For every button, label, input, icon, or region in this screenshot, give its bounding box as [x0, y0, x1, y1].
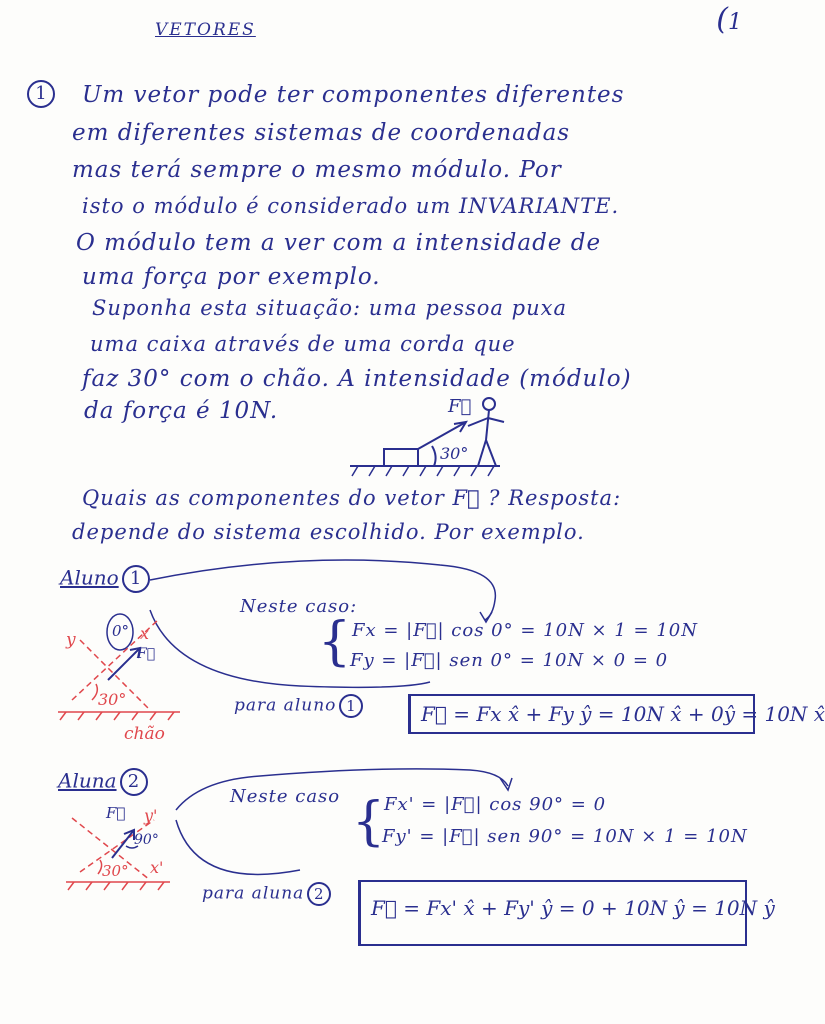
text-line-9: faz 30° com o chão. A intensidade (módulo): [82, 366, 632, 392]
page-title: VETORES: [155, 20, 256, 40]
aluna2-y-axis-label: y': [144, 806, 158, 825]
aluna2-angle-90: 90°: [134, 832, 159, 848]
question-line-1: Quais as componentes do vetor F⃗ ? Resposta:: [82, 486, 622, 510]
aluno1-ground-label: chão: [124, 724, 165, 744]
aluna2-neste-caso: Neste caso: [230, 786, 341, 807]
section-number: 1: [24, 80, 58, 108]
aluno1-force-label: F⃗: [137, 646, 156, 662]
aluna2-eq-fy: Fy' = |F⃗| sen 90° = 10N × 1 = 10N: [382, 826, 748, 847]
aluna2-x-axis-label: x': [150, 858, 164, 877]
aluno1-label: Aluno 1: [60, 565, 153, 593]
text-line-1: Um vetor pode ter componentes diferentes: [82, 82, 625, 108]
figure1-angle-label: 30°: [440, 444, 469, 463]
aluno1-brace: {: [318, 612, 352, 672]
aluno1-eq-fx: Fx = |F⃗| cos 0° = 10N × 1 = 10N: [352, 620, 698, 641]
question-line-2: depende do sistema escolhido. Por exemplo.: [72, 520, 585, 544]
text-line-7: Suponha esta situação: uma pessoa puxa: [92, 296, 567, 320]
text-line-8: uma caixa através de uma corda que: [90, 332, 516, 356]
text-line-5: O módulo tem a ver com a intensidade de: [76, 230, 602, 256]
aluno1-para-label: para aluno 1: [234, 694, 366, 718]
aluna2-force-label: F⃗: [106, 804, 126, 822]
aluno1-result-box: F⃗ = Fx x̂ + Fy ŷ = 10N x̂ + 0ŷ = 10N x̂: [408, 694, 755, 734]
figure1-force-label: F⃗: [448, 396, 472, 417]
text-line-6: uma força por exemplo.: [82, 264, 381, 290]
aluno1-x-axis-label: x: [140, 624, 150, 643]
aluna2-label: Aluna 2: [58, 768, 151, 796]
text-line-2: em diferentes sistemas de coordenadas: [72, 120, 571, 146]
text-line-4: isto o módulo é considerado um INVARIANTE.: [82, 194, 620, 218]
aluno1-angle-top: 0°: [112, 622, 130, 640]
aluno1-y-axis-label: y: [66, 630, 76, 650]
text-line-10: da força é 10N.: [84, 398, 279, 424]
aluna2-eq-fx: Fx' = |F⃗| cos 90° = 0: [384, 794, 607, 815]
aluno1-neste-caso: Neste caso:: [240, 596, 358, 617]
aluna2-angle-30: 30°: [102, 862, 129, 880]
aluna2-para-label: para aluna 2: [202, 882, 334, 906]
aluno1-eq-fy: Fy = |F⃗| sen 0° = 10N × 0 = 0: [350, 650, 669, 671]
aluno1-angle-30: 30°: [98, 690, 127, 709]
text-line-3: mas terá sempre o mesmo módulo. Por: [72, 157, 562, 183]
page-number: (1: [716, 2, 742, 37]
aluna2-result-box: F⃗ = Fx' x̂ + Fy' ŷ = 0 + 10N ŷ = 10N ŷ: [358, 880, 747, 946]
aluna2-brace: {: [352, 792, 386, 852]
